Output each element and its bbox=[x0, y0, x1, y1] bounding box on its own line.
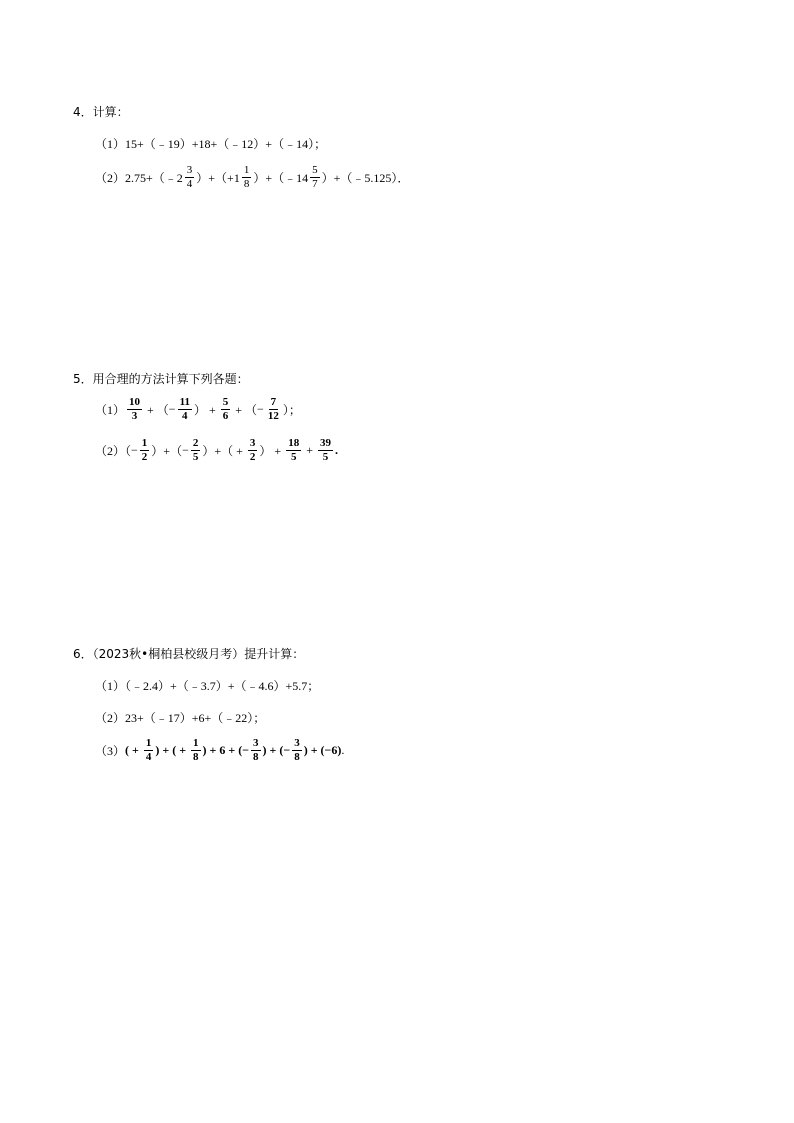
q5p2-seg-d: ） + bbox=[259, 444, 285, 458]
numerator: 39 bbox=[319, 437, 331, 449]
numerator: 1 bbox=[141, 437, 148, 449]
question-6-part-3 bbox=[95, 738, 344, 763]
q6p3-seg-d: ) + 6 + (− bbox=[202, 743, 250, 757]
minus-sign: − bbox=[168, 402, 176, 416]
q5p1-seg-c: ） + bbox=[193, 403, 219, 417]
fraction-3-8 bbox=[292, 738, 302, 763]
question-5-title bbox=[73, 370, 249, 387]
fraction-1-4 bbox=[144, 738, 154, 763]
numerator: 10 bbox=[129, 396, 141, 408]
q6p3-seg-g: . bbox=[341, 743, 345, 757]
question-4-part-1-text: （1）15+（﹣19）+18+（﹣12）+（﹣14）； bbox=[95, 137, 327, 151]
denominator: 4 bbox=[186, 178, 193, 190]
question-6-title bbox=[73, 645, 304, 662]
question-6-title-text: 6．（2023秋•桐柏县校级月考）提升计算： bbox=[73, 647, 305, 661]
denominator: 4 bbox=[182, 410, 188, 422]
denominator: 12 bbox=[267, 410, 279, 422]
fraction-7-12 bbox=[266, 397, 281, 422]
q4p2-seg-a: （2）2.75+（﹣2 bbox=[95, 171, 183, 185]
question-6-part-2 bbox=[95, 709, 265, 726]
question-5-title-text: 5．用合理的方法计算下列各题： bbox=[73, 372, 249, 386]
question-4-title-text: 4．计算： bbox=[73, 105, 129, 119]
denominator: 8 bbox=[253, 751, 259, 763]
q5p1-seg-b: + （ bbox=[144, 403, 169, 417]
fraction-1-2 bbox=[140, 438, 150, 463]
fraction-39-5 bbox=[318, 438, 333, 463]
q5p2-seg-b: ）+（ bbox=[151, 444, 183, 458]
fraction-3-2 bbox=[248, 438, 258, 463]
fraction-1-8 bbox=[242, 165, 252, 190]
q5p1-seg-d: + （ bbox=[232, 403, 258, 417]
question-4-title bbox=[73, 103, 129, 120]
denominator: 3 bbox=[131, 410, 138, 422]
q4p2-seg-d: ）+（﹣5.125）． bbox=[321, 171, 410, 185]
denominator: 5 bbox=[192, 451, 199, 463]
question-4-part-2 bbox=[95, 165, 409, 190]
fraction-18-5 bbox=[286, 438, 301, 463]
numerator: 7 bbox=[270, 396, 277, 408]
denominator: 6 bbox=[222, 410, 229, 422]
q6p3-seg-e: ) + (− bbox=[262, 743, 291, 757]
fraction-5-7 bbox=[310, 165, 320, 190]
denominator: 5 bbox=[290, 451, 297, 463]
fraction-11-4 bbox=[178, 397, 192, 422]
denominator: 8 bbox=[243, 178, 250, 190]
q5p2-seg-f: . bbox=[334, 443, 338, 457]
denominator: 8 bbox=[193, 751, 199, 763]
question-5-part-1 bbox=[95, 397, 301, 422]
q6p3-seg-a: （3） bbox=[95, 744, 126, 758]
numerator: 1 bbox=[145, 737, 152, 749]
numerator: 3 bbox=[186, 164, 193, 176]
numerator: 5 bbox=[312, 164, 318, 176]
fraction-10-3 bbox=[127, 397, 142, 422]
q5p2-seg-e: + bbox=[303, 443, 316, 457]
q5p1-seg-e: ）； bbox=[282, 403, 301, 417]
denominator: 7 bbox=[312, 178, 318, 190]
q4p2-seg-c: ）+（﹣14 bbox=[253, 171, 309, 185]
fraction-2-5 bbox=[191, 438, 201, 463]
numerator: 1 bbox=[193, 737, 199, 749]
numerator: 3 bbox=[249, 437, 256, 449]
question-4-part-1 bbox=[95, 135, 326, 152]
numerator: 18 bbox=[288, 437, 300, 449]
fraction-5-6 bbox=[221, 397, 231, 422]
q5p1-seg-a: （1） bbox=[95, 403, 126, 417]
question-6-part-1-text: （1）（﹣2.4）+（﹣3.7）+（﹣4.6）+5.7； bbox=[95, 679, 320, 693]
numerator: 2 bbox=[192, 437, 199, 449]
question-6-part-2-text: （2）23+（﹣17）+6+（﹣22）； bbox=[95, 711, 266, 725]
fraction-3-4 bbox=[185, 165, 195, 190]
numerator: 1 bbox=[243, 164, 250, 176]
minus-sign: − bbox=[182, 443, 189, 457]
denominator: 5 bbox=[322, 451, 329, 463]
numerator: 3 bbox=[253, 737, 259, 749]
q6p3-seg-c: ) + ( + bbox=[155, 743, 190, 757]
fraction-1-8 bbox=[191, 738, 201, 763]
denominator: 2 bbox=[249, 451, 256, 463]
q5p2-seg-c: ）+（ + bbox=[202, 444, 246, 458]
q6p3-seg-b: ( + bbox=[125, 743, 142, 757]
minus-sign: − bbox=[257, 402, 264, 416]
denominator: 4 bbox=[145, 751, 152, 763]
numerator: 3 bbox=[294, 737, 300, 749]
denominator: 8 bbox=[294, 751, 300, 763]
question-5-part-2 bbox=[95, 438, 338, 463]
numerator: 5 bbox=[222, 396, 229, 408]
q5p2-seg-a: （2）（ bbox=[95, 444, 132, 458]
q6p3-seg-f: ) + (−6) bbox=[303, 743, 342, 757]
numerator: 11 bbox=[179, 396, 190, 408]
q4p2-seg-b: ）+（+1 bbox=[196, 171, 240, 185]
minus-sign: − bbox=[131, 443, 138, 457]
question-6-part-1 bbox=[95, 677, 319, 694]
denominator: 2 bbox=[141, 451, 148, 463]
fraction-3-8 bbox=[251, 738, 261, 763]
